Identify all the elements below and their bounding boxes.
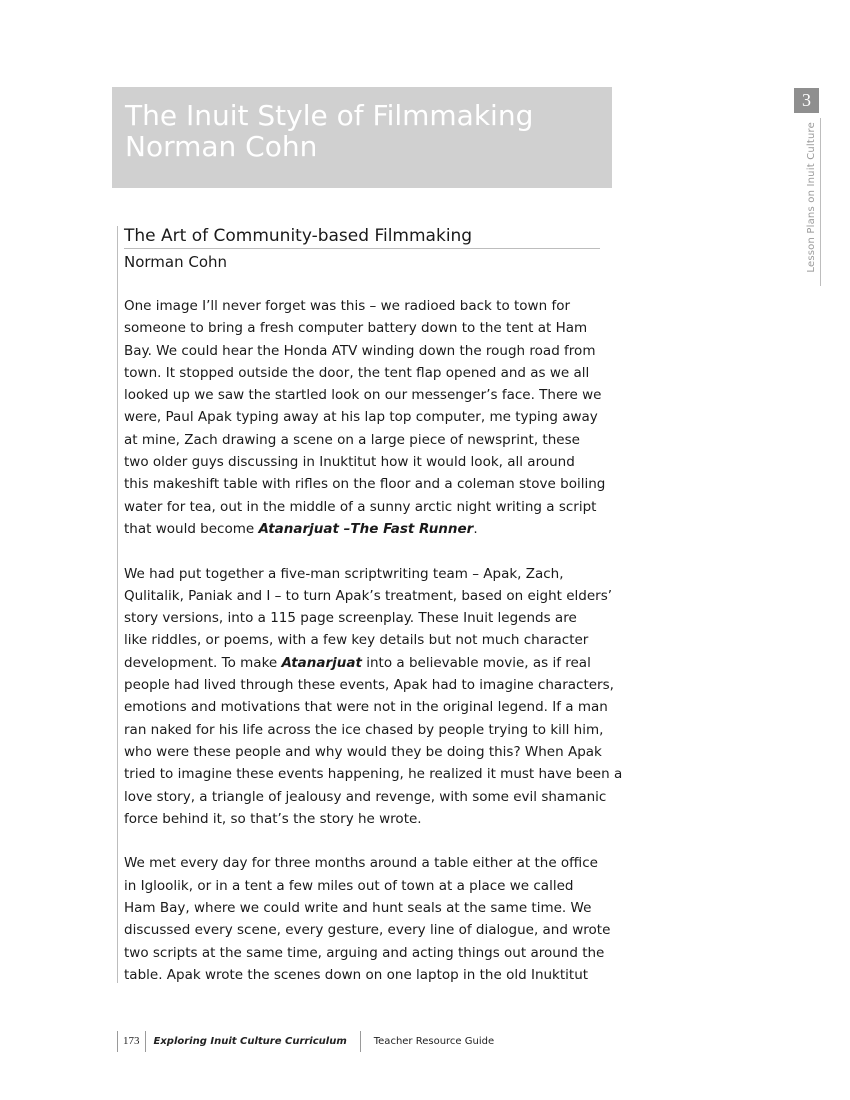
text-line: someone to bring a fresh computer battery down to the tent at Ham bbox=[124, 320, 588, 337]
text-line: One image I’ll never forget was this – we radioed back to town for bbox=[124, 298, 571, 314]
text-line: ran naked for his life across the ice chased by people trying to kill him, bbox=[124, 721, 604, 738]
text-line: at mine, Zach drawing a scene on a large piece of newsprint, these bbox=[124, 431, 580, 448]
text-line: like riddles, or poems, with a few key details but not much character bbox=[124, 632, 589, 649]
text-fragment: into a believable movie, as if real bbox=[361, 654, 591, 671]
text-line: this makeshift table with rifles on the floor and a coleman stove boiling bbox=[124, 476, 606, 493]
footer-divider bbox=[360, 1031, 361, 1052]
page-title: The Inuit Style of Filmmaking bbox=[125, 99, 534, 132]
text-line: looked up we saw the startled look on our messenger’s face. There we bbox=[124, 387, 602, 404]
side-divider bbox=[820, 118, 821, 286]
paragraph-1 bbox=[124, 295, 606, 540]
text-fragment: that would become bbox=[124, 520, 259, 537]
text-line: We met every day for three months around a table either at the office bbox=[124, 855, 598, 872]
paragraph-3 bbox=[124, 852, 611, 986]
guide-name: Teacher Resource Guide bbox=[373, 1036, 495, 1047]
text-line: water for tea, out in the middle of a sunny arctic night writing a script bbox=[124, 498, 597, 515]
page-footer bbox=[117, 1031, 494, 1052]
text-line: town. It stopped outside the door, the tent flap opened and as we all bbox=[124, 364, 590, 381]
text-line: discussed every scene, every gesture, every line of dialogue, and wrote bbox=[124, 922, 611, 939]
film-title: Atanarjuat bbox=[281, 654, 362, 671]
section-author: Norman Cohn bbox=[124, 253, 228, 271]
text-line bbox=[124, 652, 602, 674]
text-line: Qulitalik, Paniak and I – to turn Apak’s treatment, based on eight elders’ bbox=[124, 587, 613, 604]
text-line: love story, a triangle of jealousy and revenge, with some evil shamanic bbox=[124, 788, 607, 805]
page-title-author: Norman Cohn bbox=[125, 130, 318, 163]
text-line: people had lived through these events, Apak had to imagine characters, bbox=[124, 677, 614, 694]
article-body bbox=[124, 295, 623, 1009]
text-line: force behind it, so that’s the story he wrote. bbox=[124, 810, 422, 827]
text-line: tried to imagine these events happening, he realized it must have been a bbox=[124, 766, 623, 783]
text-line: Ham Bay, where we could write and hunt seals at the same time. We bbox=[124, 900, 592, 917]
text-line: emotions and motivations that were not in the original legend. If a man bbox=[124, 699, 608, 716]
section-title: The Art of Community-based Filmmaking bbox=[124, 225, 600, 249]
text-line: Bay. We could hear the Honda ATV winding down the rough road from bbox=[124, 342, 596, 359]
title-banner bbox=[112, 87, 612, 188]
text-line: We had put together a five-man scriptwriting team – Apak, Zach, bbox=[124, 565, 564, 582]
text-line: were, Paul Apak typing away at his lap top computer, me typing away bbox=[124, 409, 598, 426]
curriculum-name: Exploring Inuit Culture Curriculum bbox=[153, 1036, 347, 1047]
body-margin-rule bbox=[117, 226, 118, 983]
page-number: 173 bbox=[117, 1031, 140, 1052]
text-fragment: . bbox=[473, 520, 478, 537]
paragraph-2 bbox=[124, 563, 623, 831]
text-fragment: development. To make bbox=[124, 654, 282, 671]
chapter-number-badge: 3 bbox=[794, 88, 819, 113]
text-line bbox=[124, 518, 602, 540]
text-line: who were these people and why would they be doing this? When Apak bbox=[124, 743, 602, 760]
text-line: story versions, into a 115 page screenplay. These Inuit legends are bbox=[124, 610, 577, 627]
side-section-label: Lesson Plans on Inuit Culture bbox=[806, 122, 817, 273]
film-title: Atanarjuat –The Fast Runner bbox=[258, 520, 474, 537]
text-line: two scripts at the same time, arguing and acting things out around the bbox=[124, 944, 605, 961]
footer-divider bbox=[145, 1031, 146, 1052]
text-line: two older guys discussing in Inuktitut how it would look, all around bbox=[124, 454, 575, 471]
text-line: in Igloolik, or in a tent a few miles out of town at a place we called bbox=[124, 877, 574, 894]
text-line: table. Apak wrote the scenes down on one laptop in the old Inuktitut bbox=[124, 966, 589, 983]
